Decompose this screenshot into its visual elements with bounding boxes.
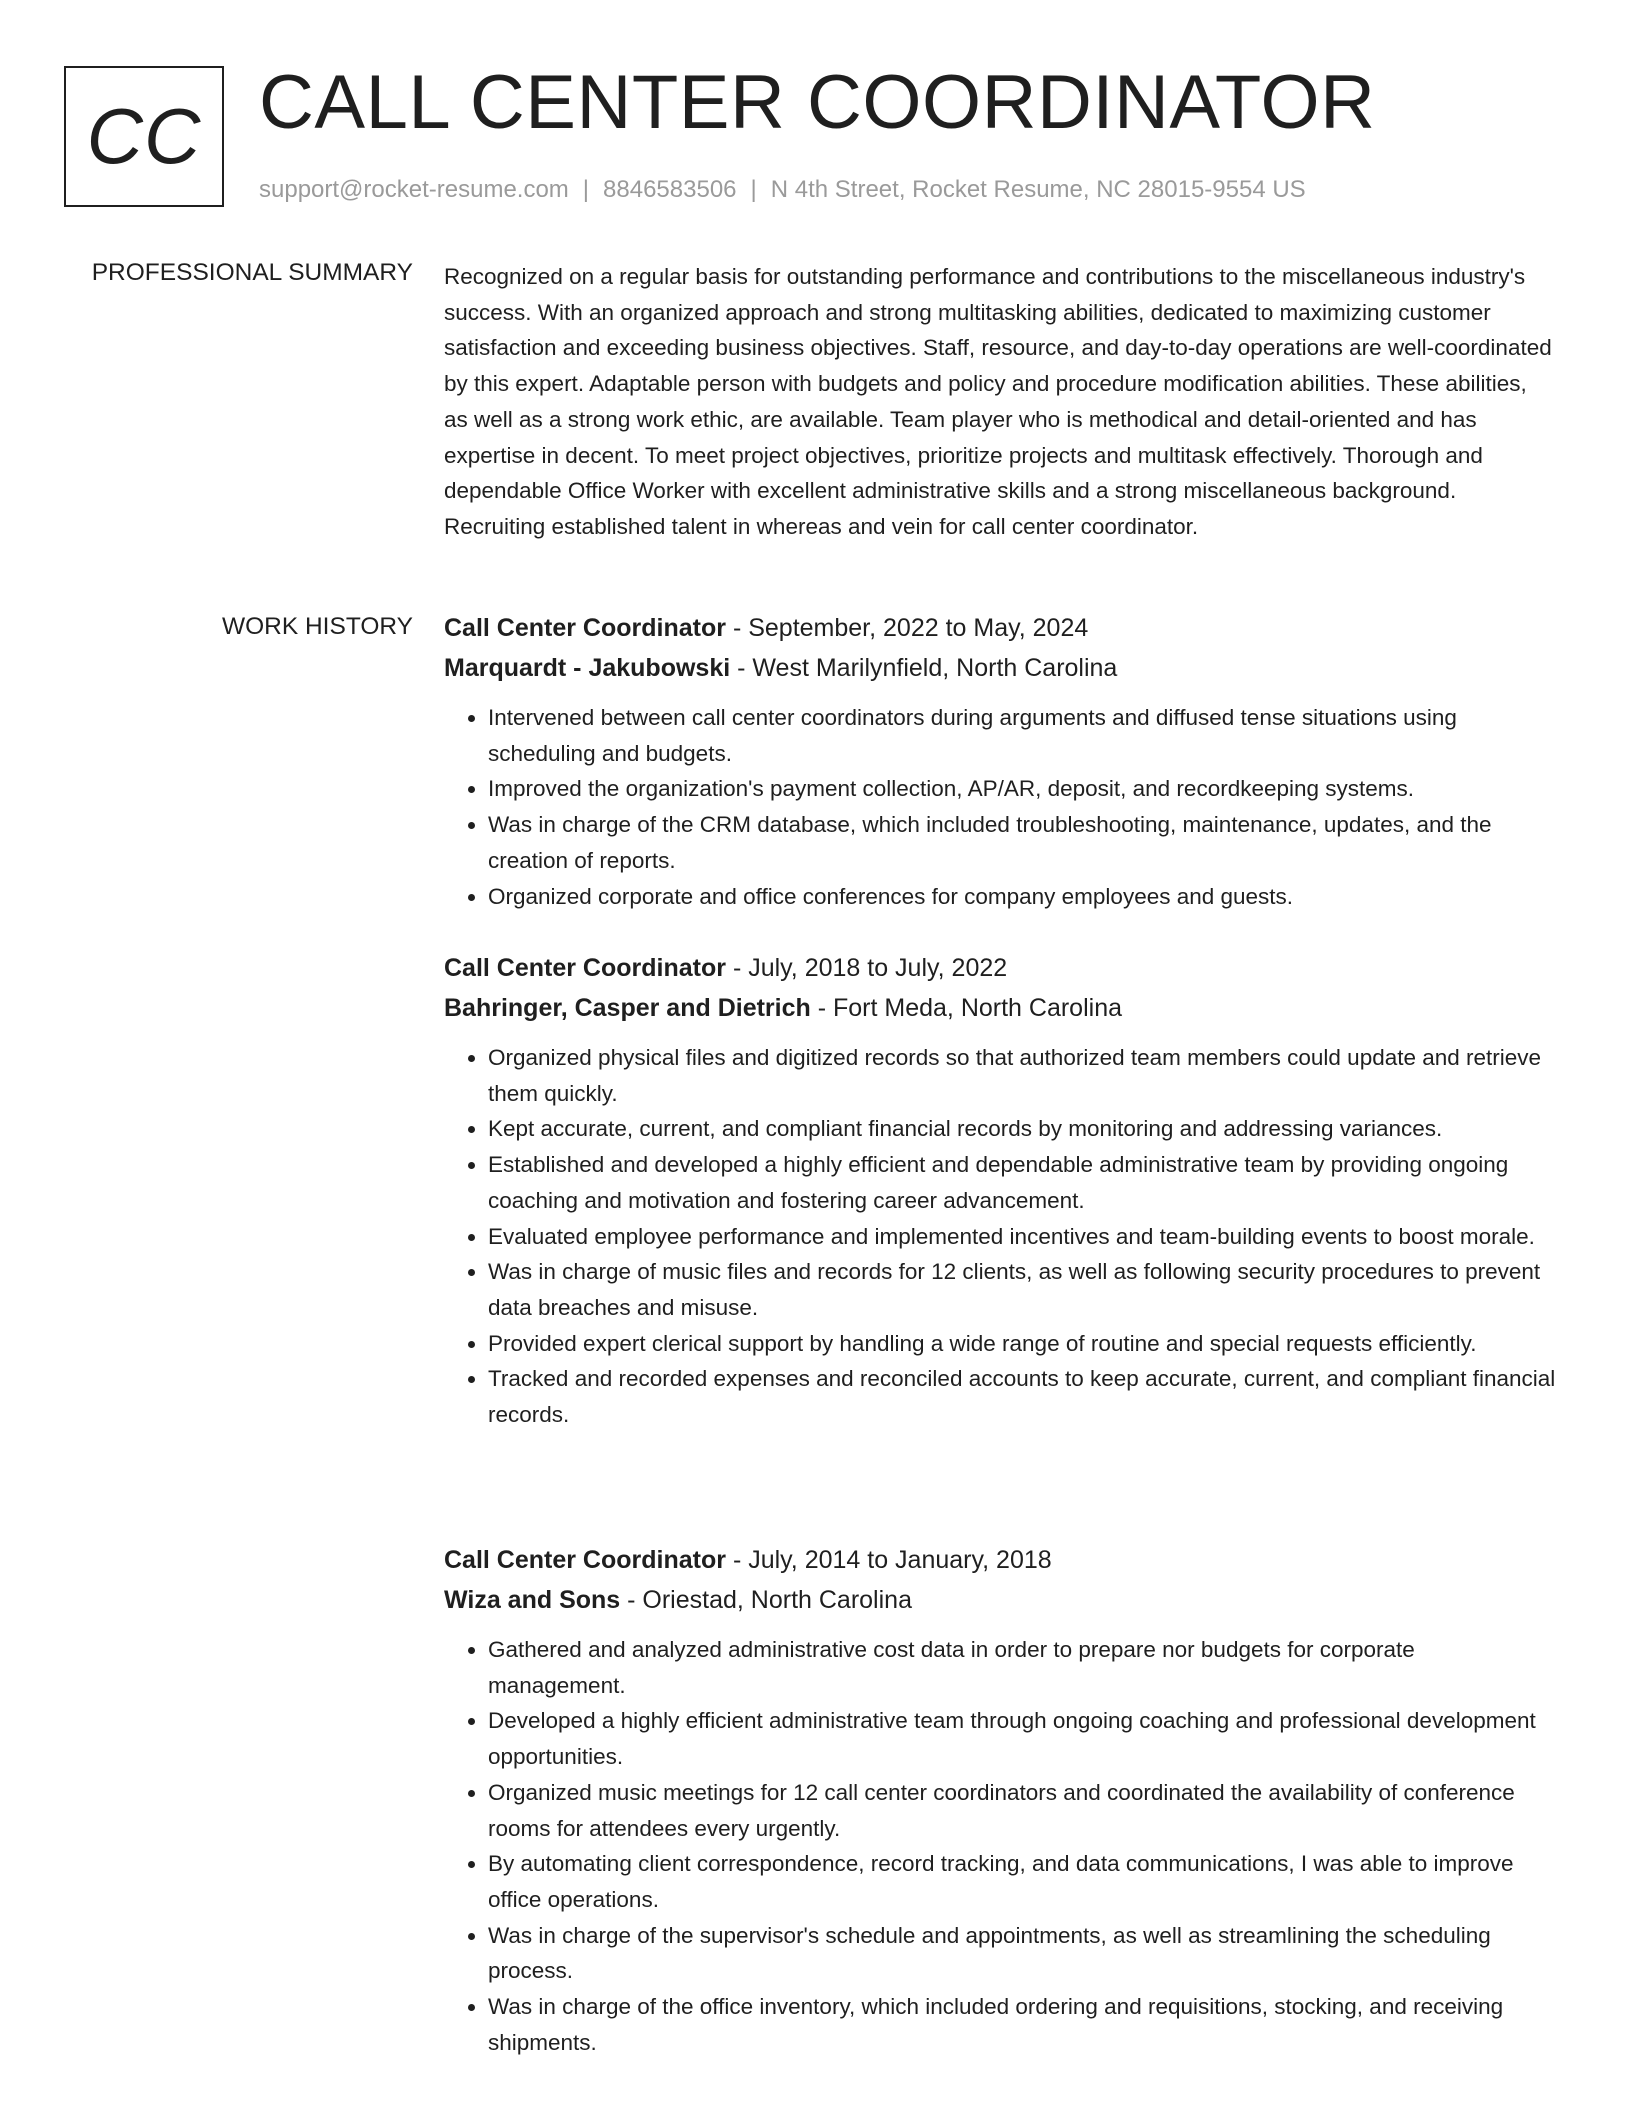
- job-title-line: [444, 1540, 1556, 1580]
- job-bullet: • By automating client correspondence, record tracking, and data communications, I was able to improve office operations.: [488, 1846, 1556, 1917]
- job-title: Call Center Coordinator: [444, 954, 726, 982]
- job-entry: [444, 1540, 1556, 2060]
- monogram-logo: CC: [64, 66, 224, 207]
- job-company: Bahringer, Casper and Dietrich: [444, 994, 811, 1022]
- contact-address: N 4th Street, Rocket Resume, NC 28015-9554 US: [770, 176, 1306, 203]
- job-dates: - July, 2018 to July, 2022: [732, 954, 1008, 982]
- contact-line: [259, 175, 1306, 205]
- job-company: Marquardt - Jakubowski: [444, 654, 731, 682]
- job-bullet: • Evaluated employee performance and implemented incentives and team-building events to boost morale.: [488, 1219, 1556, 1255]
- contact-phone: 8846583506: [603, 176, 737, 203]
- job-bullet: • Improved the organization's payment collection, AP/AR, deposit, and recordkeeping systems.: [488, 771, 1556, 807]
- summary-text: Recognized on a regular basis for outstanding performance and contributions to the miscellaneous industry's success. With an organized approach and strong multitasking abilities, dedicated to maximizing customer satisfaction and exceeding business objectives. Staff, resource, and day-to-day operations are well-coordinated by this expert. Adaptable person with budgets and policy and procedure modification abilities. These abilities, as well as a strong work ethic, are available. Team player who is methodical and detail-oriented and has expertise in decent. To meet project objectives, prioritize projects and multitask effectively. Thorough and dependable Office Worker with excellent administrative skills and a strong miscellaneous background. Recruiting established talent in whereas and vein for call center coordinator.: [444, 264, 1552, 539]
- job-bullet: • Tracked and recorded expenses and reconciled accounts to keep accurate, current, and compliant financial records.: [488, 1361, 1556, 1432]
- job-bullet: • Provided expert clerical support by handling a wide range of routine and special requests efficiently.: [488, 1326, 1556, 1362]
- job-entry: [444, 608, 1556, 914]
- section-label-summary: PROFESSIONAL SUMMARY: [91, 259, 413, 286]
- job-bullet: • Was in charge of the supervisor's schedule and appointments, as well as streamlining the scheduling process.: [488, 1918, 1556, 1989]
- job-location: - West Marilynfield, North Carolina: [737, 654, 1118, 682]
- job-company: Wiza and Sons: [444, 1586, 621, 1614]
- job-title: Call Center Coordinator: [444, 1546, 726, 1574]
- job-company-line: [444, 1580, 1556, 1620]
- job-bullets: [444, 700, 1556, 914]
- resume-title: CALL CENTER COORDINATOR: [259, 60, 1376, 145]
- job-title-line: [444, 608, 1556, 648]
- job-bullet: • Was in charge of the office inventory, which included ordering and requisitions, stocking, and receiving shipments.: [488, 1989, 1556, 2060]
- job-bullet: • Gathered and analyzed administrative cost data in order to prepare nor budgets for corporate management.: [488, 1632, 1556, 1703]
- job-title-line: [444, 948, 1556, 988]
- job-bullet: • Was in charge of music files and records for 12 clients, as well as following security procedures to prevent data breaches and misuse.: [488, 1254, 1556, 1325]
- contact-separator: |: [582, 176, 590, 203]
- job-title: Call Center Coordinator: [444, 614, 726, 642]
- job-bullet: • Organized physical files and digitized records so that authorized team members could update and retrieve them quickly.: [488, 1040, 1556, 1111]
- job-dates: - July, 2014 to January, 2018: [732, 1546, 1052, 1574]
- job-company-line: [444, 648, 1556, 688]
- job-entry: [444, 948, 1556, 1433]
- section-label-work-history: WORK HISTORY: [221, 613, 413, 640]
- job-bullet: • Developed a highly efficient administrative team through ongoing coaching and professional development opportunities.: [488, 1703, 1556, 1774]
- job-bullet: • Organized music meetings for 12 call center coordinators and coordinated the availability of conference rooms for attendees every urgently.: [488, 1775, 1556, 1846]
- job-dates: - September, 2022 to May, 2024: [732, 614, 1089, 642]
- contact-email: support@rocket-resume.com: [259, 176, 569, 203]
- job-bullet: • Established and developed a highly efficient and dependable administrative team by providing ongoing coaching and motivation and fostering career advancement.: [488, 1147, 1556, 1218]
- contact-separator: |: [750, 176, 757, 203]
- job-bullet: • Intervened between call center coordinators during arguments and diffused tense situations using scheduling and budgets.: [488, 700, 1556, 771]
- job-bullets: [444, 1632, 1556, 2060]
- job-bullet: • Organized corporate and office conferences for company employees and guests.: [488, 879, 1556, 915]
- job-bullet: • Kept accurate, current, and compliant financial records by monitoring and addressing variances.: [488, 1111, 1556, 1147]
- job-location: - Fort Meda, North Carolina: [817, 994, 1123, 1022]
- job-location: - Oriestad, North Carolina: [627, 1586, 912, 1614]
- job-company-line: [444, 988, 1556, 1028]
- job-bullets: [444, 1040, 1556, 1433]
- job-bullet: • Was in charge of the CRM database, which included troubleshooting, maintenance, updates, and the creation of reports.: [488, 807, 1556, 878]
